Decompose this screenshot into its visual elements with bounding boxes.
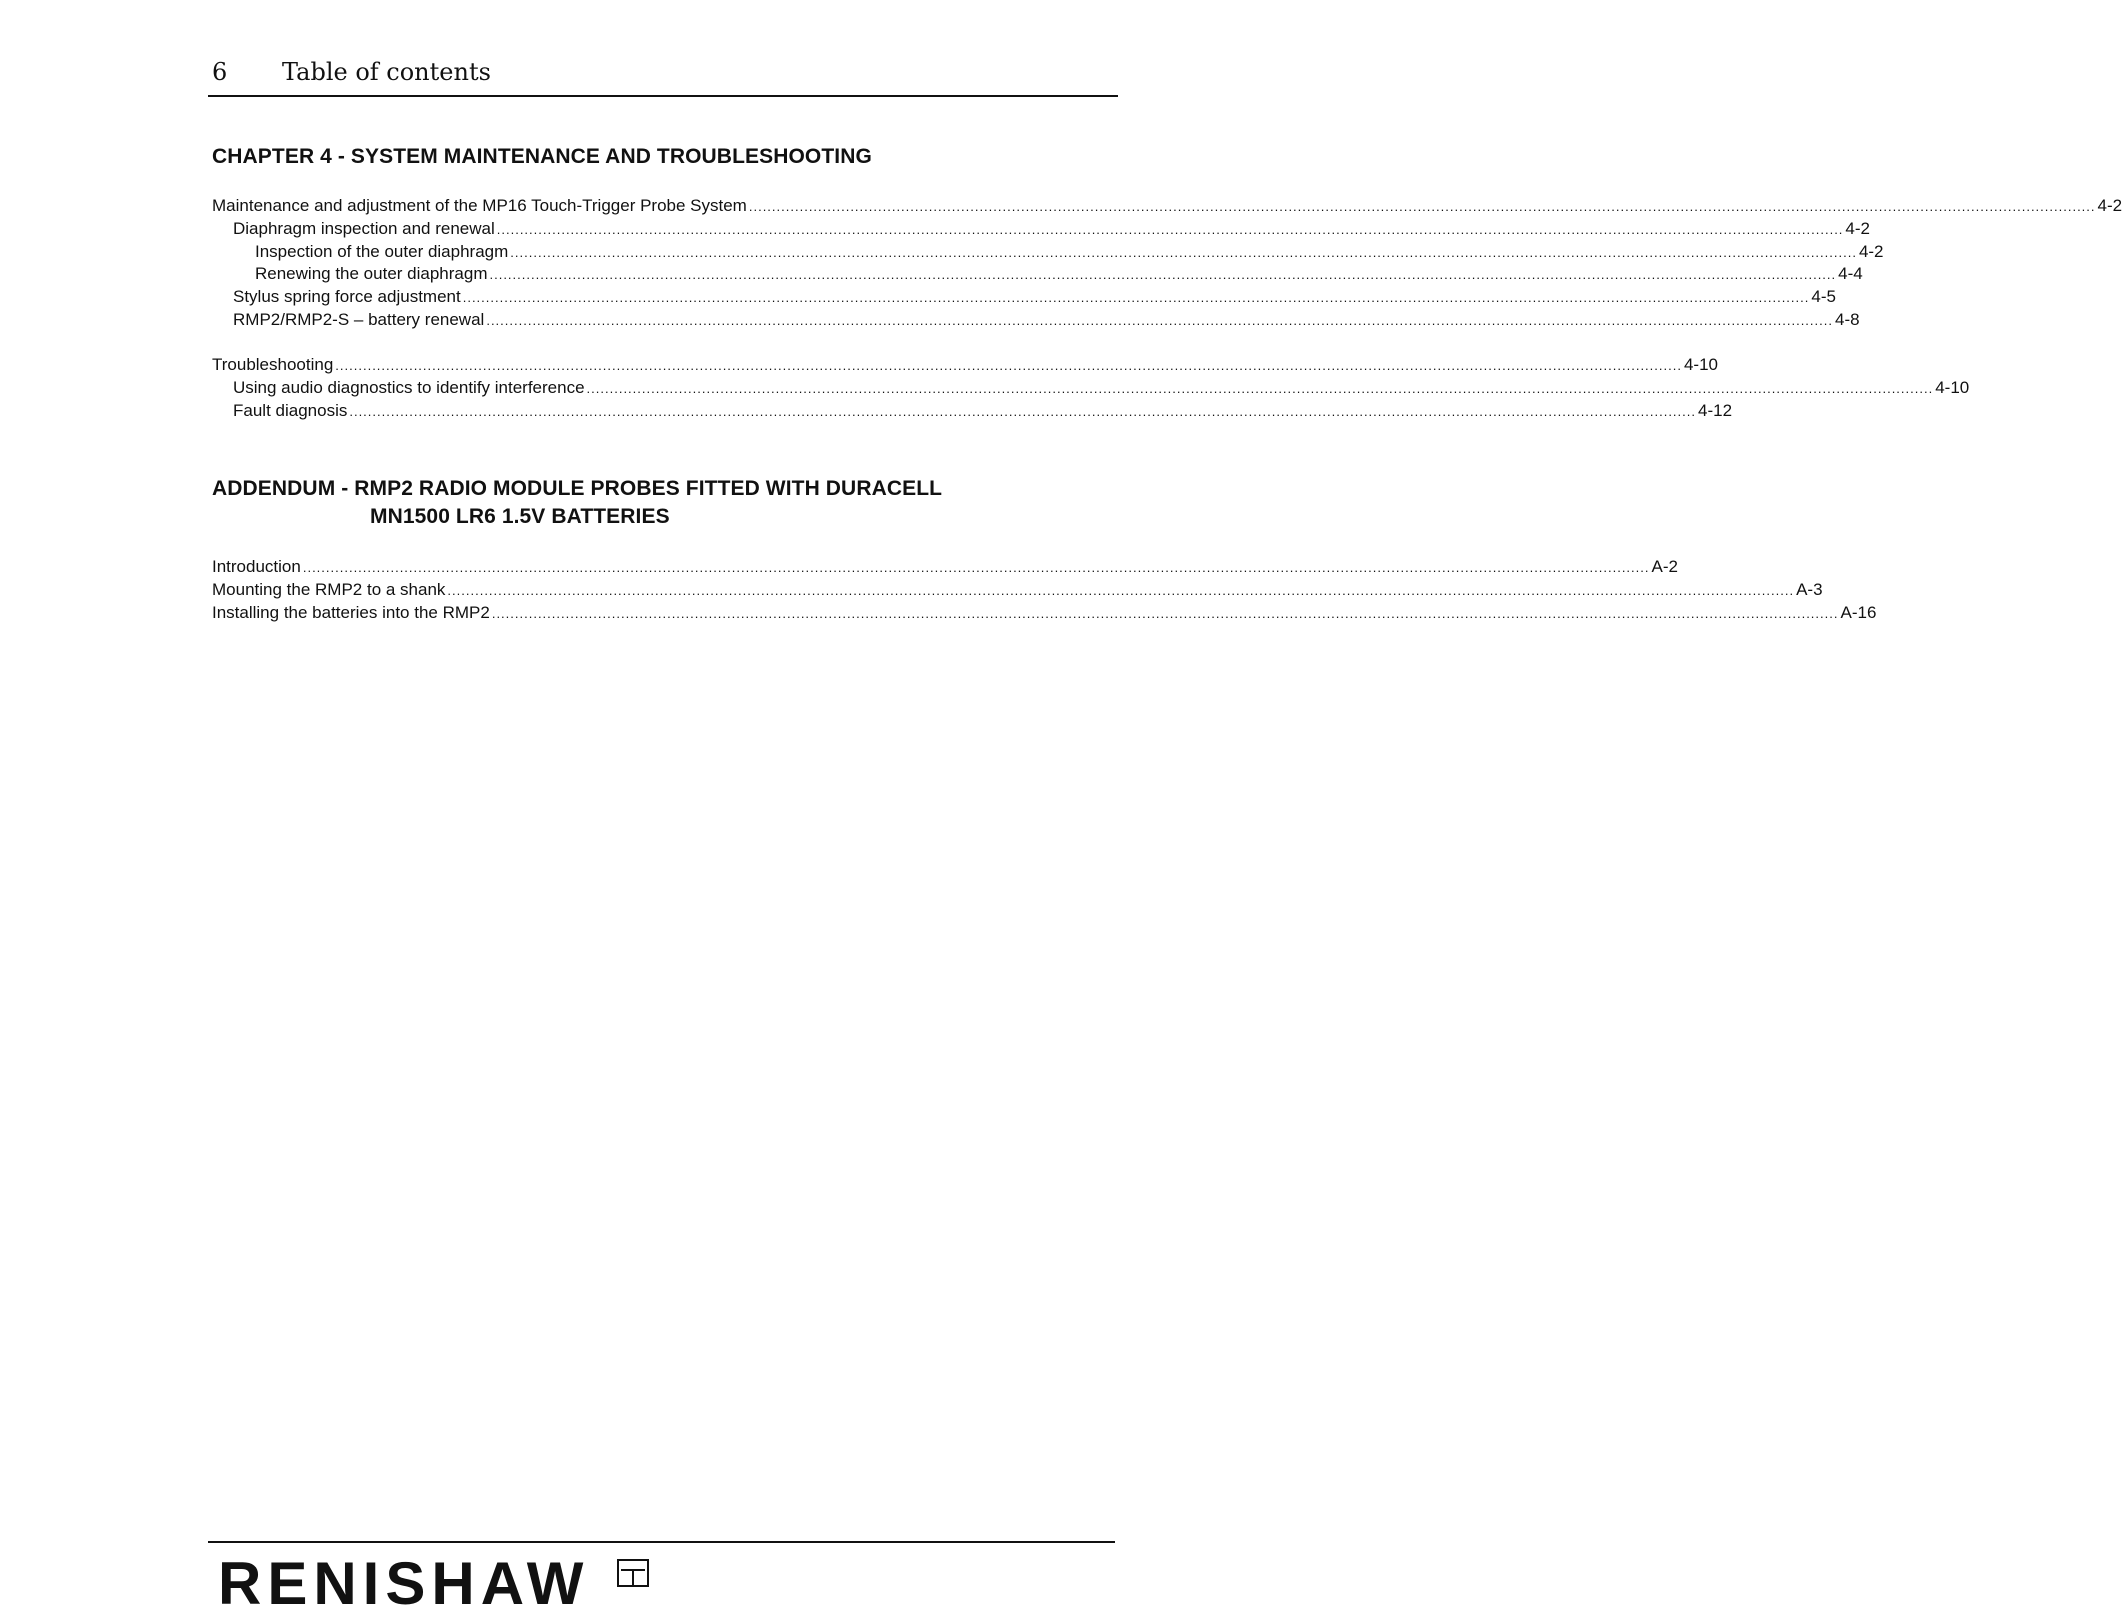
toc-entry-label: Maintenance and adjustment of the MP16 Touch-Trigger Probe System bbox=[212, 196, 747, 215]
dot-leader bbox=[463, 287, 1810, 310]
toc-entry-page: 4-4 bbox=[1838, 264, 1863, 284]
chapter-4-toc-group-2 bbox=[212, 354, 1970, 422]
dot-leader bbox=[492, 603, 1839, 626]
page-title: Table of contents bbox=[282, 58, 491, 86]
toc-entry-page: A-16 bbox=[1840, 602, 1877, 622]
toc-entry-label: Installing the batteries into the RMP2 bbox=[212, 602, 490, 622]
dot-leader bbox=[510, 242, 1857, 265]
toc-entry[interactable] bbox=[212, 309, 1860, 332]
toc-entry-label: Renewing the outer diaphragm bbox=[255, 264, 488, 284]
toc-entry[interactable] bbox=[212, 400, 1733, 423]
renishaw-logo bbox=[218, 1550, 658, 1617]
toc-entry-page: 4-8 bbox=[1834, 309, 1860, 329]
toc-entry[interactable] bbox=[212, 241, 1884, 264]
toc-entry-page: 4-12 bbox=[1698, 400, 1733, 420]
toc-entry-label: Mounting the RMP2 to a shank bbox=[212, 579, 446, 599]
toc-entry-page: 4-10 bbox=[1683, 355, 1718, 374]
addendum-toc bbox=[212, 556, 1877, 624]
toc-entry-label: Fault diagnosis bbox=[233, 400, 348, 420]
dot-leader bbox=[489, 264, 1836, 287]
toc-entry-page: 4-5 bbox=[1811, 287, 1836, 307]
toc-entry-page: 4-2 bbox=[1845, 218, 1870, 238]
toc-entry-label: Stylus spring force adjustment bbox=[233, 287, 461, 307]
toc-entry-page: A-2 bbox=[1651, 557, 1678, 576]
toc-entry-label: RMP2/RMP2-S – battery renewal bbox=[233, 309, 485, 329]
chapter-4-heading: CHAPTER 4 - SYSTEM MAINTENANCE AND TROUBLESHOOTING bbox=[212, 145, 872, 168]
toc-entry-label: Using audio diagnostics to identify interference bbox=[233, 377, 585, 397]
toc-entry-label: Diaphragm inspection and renewal bbox=[233, 218, 495, 238]
dot-leader bbox=[335, 355, 1682, 378]
toc-entry[interactable] bbox=[212, 218, 1870, 241]
toc-entry-page: A-3 bbox=[1796, 579, 1823, 599]
addendum-heading-line-1: ADDENDUM - RMP2 RADIO MODULE PROBES FITTED WITH DURACELL bbox=[212, 477, 943, 500]
header-rule bbox=[208, 95, 1118, 97]
toc-entry-page: 4-2 bbox=[1858, 241, 1884, 261]
toc-entry[interactable] bbox=[212, 556, 1678, 579]
footer-rule bbox=[208, 1541, 1115, 1543]
svg-text:RENISHAW: RENISHAW bbox=[218, 1550, 590, 1617]
toc-entry[interactable] bbox=[212, 579, 1823, 602]
page-number: 6 bbox=[212, 58, 228, 86]
toc-entry-label: Inspection of the outer diaphragm bbox=[255, 241, 509, 261]
dot-leader bbox=[349, 401, 1696, 424]
renishaw-logo-mark bbox=[218, 1550, 658, 1617]
toc-entry[interactable] bbox=[212, 602, 1877, 625]
toc-entry[interactable] bbox=[212, 377, 1970, 400]
toc-entry-label: Troubleshooting bbox=[212, 355, 334, 374]
page-header bbox=[208, 55, 1118, 97]
chapter-4-toc-group-1 bbox=[212, 195, 2122, 332]
dot-leader bbox=[486, 310, 1833, 333]
toc-entry[interactable] bbox=[212, 354, 1718, 377]
toc-entry[interactable] bbox=[212, 263, 1863, 286]
dot-leader bbox=[749, 196, 2096, 219]
dot-leader bbox=[497, 219, 1844, 242]
dot-leader bbox=[587, 378, 1934, 401]
addendum-heading bbox=[212, 477, 942, 529]
addendum-heading-line-2: MN1500 LR6 1.5V BATTERIES bbox=[370, 505, 670, 528]
dot-leader bbox=[447, 580, 1794, 603]
toc-entry-page: 4-2 bbox=[2097, 196, 2122, 215]
toc-entry-label: Introduction bbox=[212, 557, 301, 576]
dot-leader bbox=[303, 557, 1650, 580]
toc-entry[interactable] bbox=[212, 195, 2122, 218]
toc-entry[interactable] bbox=[212, 286, 1836, 309]
toc-entry-page: 4-10 bbox=[1935, 377, 1970, 397]
